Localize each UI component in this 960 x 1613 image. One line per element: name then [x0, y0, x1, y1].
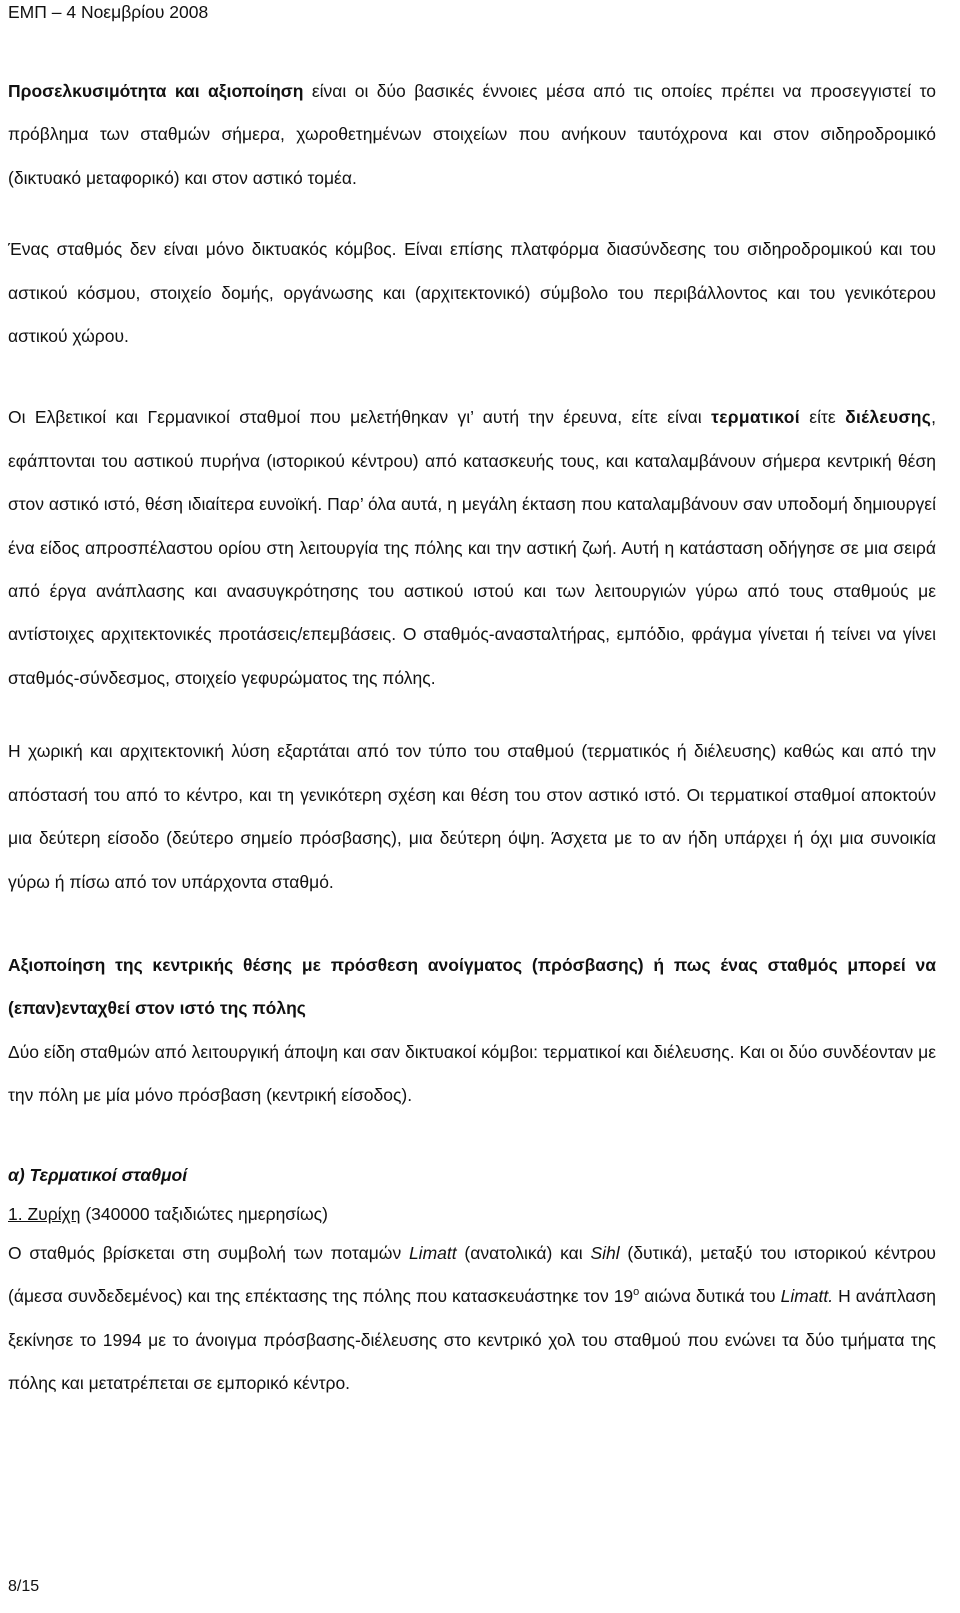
river-limatt: Limatt: [408, 1242, 457, 1263]
bold-through: διέλευσης: [845, 407, 932, 428]
river-limatt-2: Limatt.: [780, 1286, 834, 1307]
page-number: 8/15: [8, 1578, 40, 1595]
document-body: [8, 70, 936, 1406]
paragraph-swiss-german-stations: [8, 396, 936, 700]
intro-text: είναι οι δύο βασικές έννοιες μέσα από τις οποίες πρέπει να προσεγγιστεί το πρόβλημα των σταθμών σήμερα, χωροθετημένων στοιχείων που ανήκουν ταυτόχρονα και στον σιδηροδρομικό (δικτυακό μεταφορικό) και στον αστικό τομέα.: [8, 81, 936, 188]
p6-text-c: (δυτικά), μεταξύ του ιστορικού κέντρου (άμεσα συνδεδεμένος) και της επέκτασης της πόλης που κατασκευάστηκε τον 19: [8, 1242, 936, 1307]
page-header: ΕΜΠ – 4 Νοεμβρίου 2008: [8, 2, 209, 22]
paragraph-spatial-solution: Η χωρική και αρχιτεκτονική λύση εξαρτάται από τον τύπο του σταθμού (τερματικός ή διέλευσης) καθώς και από την απόστασή του από το κέντρο, και τη γενικότερη σχέση και θέση του στον αστικό ιστό. Οι τερματικοί σταθμοί αποκτούν μια δεύτερη είσοδο (δεύτερο σημείο πρόσβασης), μια δεύτερη όψη. Άσχετα με το αν ήδη υπάρχει ή όχι μια συνοικία γύρω ή πίσω από τον υπάρχοντα σταθμό.: [8, 741, 936, 892]
p6-text-e: Η ανάπλαση ξεκίνησε το 1994 με το άνοιγμα πρόσβασης-διέλευσης στο κεντρικό χολ του σταθμού που ενώνει τα δύο τμήματα της πόλης και μετατρέπεται σε εμπορικό κέντρο.: [8, 1286, 936, 1394]
bold-terminal: τερματικοί: [711, 407, 800, 428]
intro-bold-term: Προσελκυσιμότητα και αξιοποίηση: [8, 81, 304, 101]
p6-text-a: Ο σταθμός βρίσκεται στη συμβολή των ποταμών: [8, 1242, 409, 1263]
p3-text-c: , εφάπτονται του αστικού πυρήνα (ιστορικού κέντρου) από κατασκευής τους, και καταλαμβάνουν σήμερα κεντρική θέση στον αστικό ιστό, θέση ιδιαίτερα ευνοϊκή. Παρ’ όλα αυτά, η μεγάλη έκταση που καταλαμβάνουν σαν υποδομή δημιουργεί ένα είδος απροσπέλαστου ορίου στη λειτουργία της πόλης και την αστική ζωή. Αυτή η κατάσταση οδήγησε σε μια σειρά από έργα ανάπλασης και ανασυγκρότησης του αστικού ιστού και των λειτουργιών γύρω από τους σταθμούς με αντίστοιχες αρχιτεκτονικές προτάσεις/επεμβάσεις. Ο σταθμός-ανασταλτήρας, εμπόδιο, φράγμα γίνεται ή τείνει να γίνει σταθμός-σύνδεσμος, στοιχείο γεφυρώματος της πόλης.: [8, 407, 936, 688]
paragraph-station-types: Δύο είδη σταθμών από λειτουργική άποψη και σαν δικτυακοί κόμβοι: τερματικοί και διέλευσης. Και οι δύο συνδέονταν με την πόλη με μία μόνο πρόσβαση (κεντρική είσοδος).: [8, 1041, 936, 1106]
subsection-heading-terminal: α) Τερματικοί σταθμοί: [8, 1164, 188, 1185]
p6-text-b: (ανατολικά) και: [456, 1242, 591, 1263]
section-heading: Αξιοποίηση της κεντρικής θέσης με πρόσθεση ανοίγματος (πρόσβασης) ή πως ένας σταθμός μπορεί να (επαν)ενταχθεί στον ιστό της πόλης: [8, 954, 936, 1019]
paragraph-station-definition: Ένας σταθμός δεν είναι μόνο δικτυακός κόμβος. Είναι επίσης πλατφόρμα διασύνδεσης του σιδηροδρομικού και του αστικού κόσμου, στοιχείο δομής, οργάνωσης και (αρχιτεκτονικό) σύμβολο του περιβάλλοντος και του γενικότερου αστικού χώρου.: [8, 239, 936, 347]
zurich-title: 1. Ζυρίχη: [8, 1203, 81, 1224]
p3-text-a: Οι Ελβετικοί και Γερμανικοί σταθμοί που μελετήθηκαν γι’ αυτή την έρευνα, είτε είναι: [8, 407, 712, 428]
list-item-zurich: [8, 1197, 936, 1232]
paragraph-zurich-description: [8, 1232, 936, 1406]
river-sihl: Sihl: [590, 1242, 620, 1263]
p6-text-d: αιώνα δυτικά του: [639, 1286, 781, 1307]
paragraph-intro: [8, 70, 936, 200]
ordinal-superscript: ο: [633, 1286, 640, 1299]
zurich-detail: (340000 ταξιδιώτες ημερησίως): [80, 1203, 328, 1224]
p3-text-b: είτε: [799, 407, 846, 428]
